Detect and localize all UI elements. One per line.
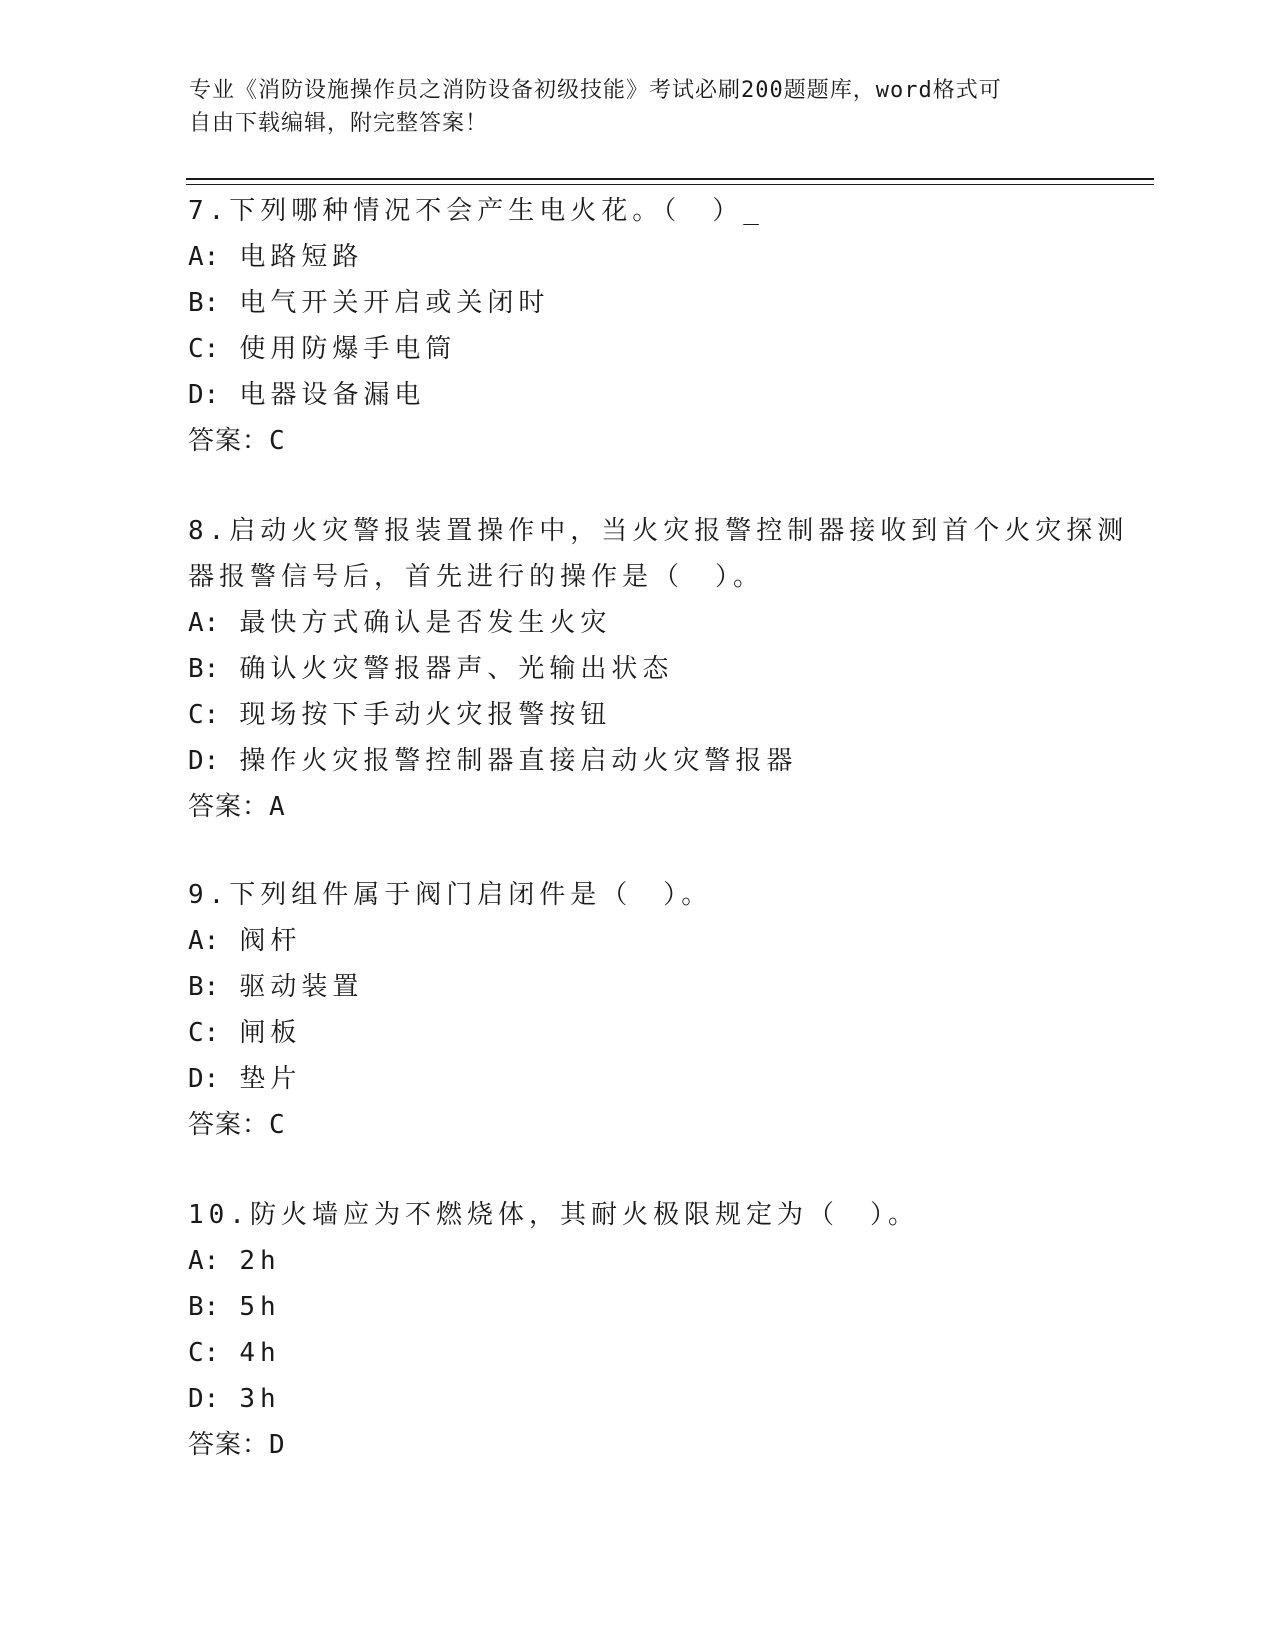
answer-label: 答案： [188, 426, 270, 456]
header-line-2: 自由下载编辑，附完整答案！ [189, 111, 489, 136]
answer [188, 1422, 1088, 1468]
answer-value: D [269, 1430, 286, 1460]
question-stem: 10.防火墙应为不燃烧体，其耐火极限规定为（ ）。 [188, 1200, 919, 1230]
header-line-1: 专业《消防设施操作员之消防设备初级技能》考试必刷200题题库，word格式可 [189, 78, 1002, 103]
option-a: A: 阀杆 [188, 926, 302, 956]
question-stem-cont: 器报警信号后，首先进行的操作是（ ）。 [188, 562, 765, 592]
question-8 [188, 508, 1129, 830]
option-c: C: 闸板 [188, 1018, 302, 1048]
option-d: D: 3h [188, 1384, 281, 1414]
answer-value: C [269, 1110, 286, 1140]
document-header [189, 74, 1069, 140]
question-stem: 7.下列哪种情况不会产生电火花。（ ）_ [188, 196, 764, 226]
option-d: D: 电器设备漏电 [188, 380, 426, 410]
option-c: C: 4h [188, 1338, 281, 1368]
option-b: B: 5h [188, 1292, 281, 1322]
answer [188, 418, 1088, 464]
option-c: C: 现场按下手动火灾报警按钮 [188, 700, 612, 730]
question-stem: 8.启动火灾警报装置操作中，当火灾报警控制器接收到首个火灾探测 [188, 516, 1129, 546]
answer [188, 1102, 1088, 1148]
answer-label: 答案： [188, 792, 270, 822]
header-divider-thin [186, 184, 1154, 185]
option-c: C: 使用防爆手电筒 [188, 334, 457, 364]
question-10 [188, 1192, 1088, 1468]
answer-label: 答案： [188, 1430, 270, 1460]
option-d: D: 垫片 [188, 1064, 302, 1094]
answer-label: 答案： [188, 1110, 270, 1140]
question-9 [188, 872, 1088, 1148]
option-a: A: 电路短路 [188, 242, 364, 272]
option-b: B: 驱动装置 [188, 972, 364, 1002]
question-7 [188, 188, 1088, 464]
option-b: B: 确认火灾警报器声、光输出状态 [188, 654, 674, 684]
answer [188, 784, 1088, 830]
option-a: A: 最快方式确认是否发生火灾 [188, 608, 612, 638]
question-stem: 9.下列组件属于阀门启闭件是（ ）。 [188, 880, 713, 910]
option-a: A: 2h [188, 1246, 281, 1276]
header-divider-thick [186, 178, 1154, 180]
answer-value: A [269, 792, 286, 822]
option-d: D: 操作火灾报警控制器直接启动火灾警报器 [188, 746, 798, 776]
option-b: B: 电气开关开启或关闭时 [188, 288, 550, 318]
answer-value: C [269, 426, 286, 456]
